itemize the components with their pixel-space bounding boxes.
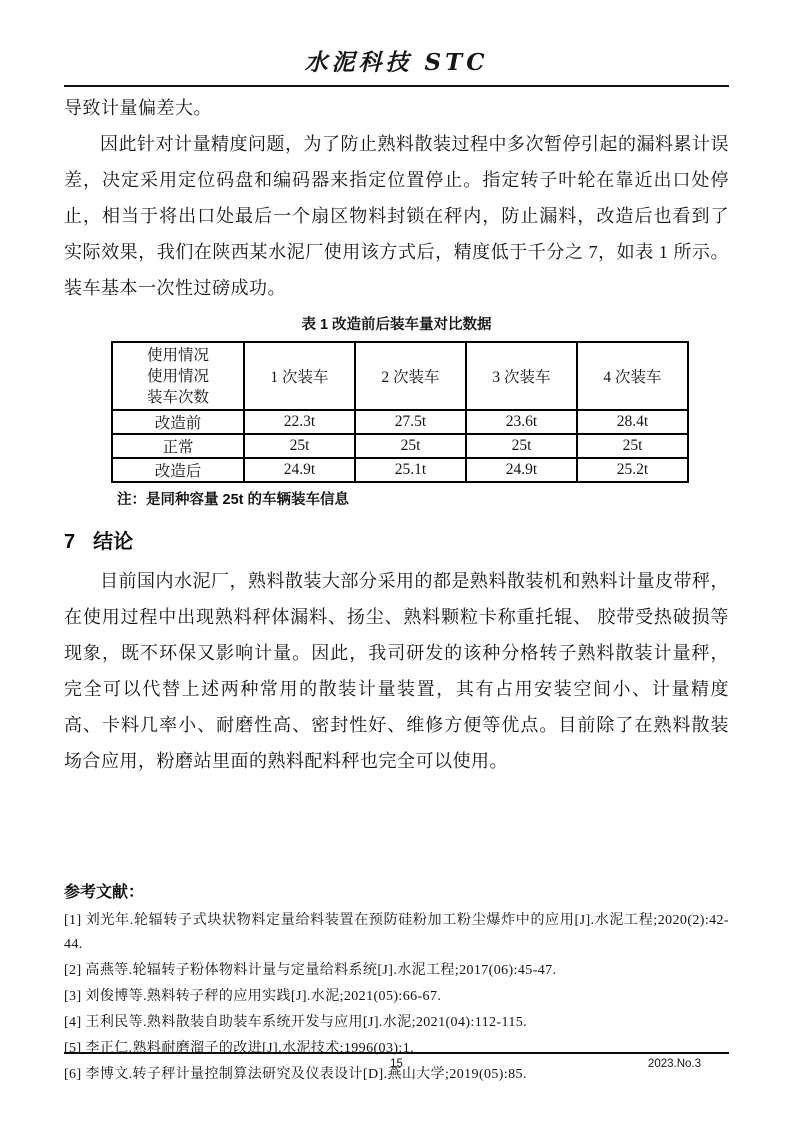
cell-normal-4: 25t <box>577 434 688 458</box>
corner-line-2: 使用情况 <box>146 367 209 385</box>
reference-item-2: [2] 高燕等.轮辐转子粉体物料计量与定量给料系统[J].水泥工程;2017(06):45-47. <box>64 963 557 978</box>
cell-after-3: 24.9t <box>466 458 577 482</box>
col-header-load-2: 2 次装车 <box>355 342 466 410</box>
col-header-load-1: 1 次装车 <box>244 342 355 410</box>
reference-item-1: [1] 刘光年.轮辐转子式块状物料定量给料装置在预防硅粉加工粉尘爆炸中的应用[J].水泥工程;2020(2):42-44. <box>64 913 729 952</box>
table-note: 注：是同种容量 25t 的车辆装车信息 <box>117 492 350 508</box>
cell-normal-3: 25t <box>466 434 577 458</box>
reference-item-3: [3] 刘俊博等.熟料转子秤的应用实践[J].水泥;2021(05):66-67. <box>64 989 442 1004</box>
issue-label: 2023.No.3 <box>647 1058 701 1070</box>
cell-after-1: 24.9t <box>244 458 355 482</box>
row-label-after: 改造后 <box>112 458 244 482</box>
cell-after-2: 25.1t <box>355 458 466 482</box>
table-header-row <box>112 342 688 410</box>
page-number: 15 <box>390 1058 403 1070</box>
cell-after-4: 25.2t <box>577 458 688 482</box>
cell-before-3: 23.6t <box>466 410 577 434</box>
comparison-table <box>111 341 689 483</box>
page-footer <box>64 1052 729 1074</box>
table-row-after <box>112 458 688 482</box>
cell-normal-2: 25t <box>355 434 466 458</box>
section-title: 结论 <box>93 531 134 553</box>
cell-normal-1: 25t <box>244 434 355 458</box>
cell-before-4: 28.4t <box>577 410 688 434</box>
row-label-normal: 正常 <box>112 434 244 458</box>
table-row-before <box>112 410 688 434</box>
section-heading-conclusion <box>64 525 729 554</box>
table-corner-cell <box>112 342 244 410</box>
col-header-load-3: 3 次装车 <box>466 342 577 410</box>
conclusion-paragraph: 目前国内水泥厂，熟料散装大部分采用的都是熟料散装机和熟料计量皮带秤，在使用过程中出现熟料秤体漏料、扬尘、熟料颗粒卡称重托辊、 胶带受热破损等现象，既不环保又影响计量。因此，我司研发的该种分格转子熟料散装计量秤，完全可以代替上述两种常用的散装计量装置，其有占用安装空间小、计量精度高、卡料几率小、耐磨性高、密封性好、维修方便等优点。目前除了在熟料散装场合应用，粉磨站里面的熟料配料秤也完全可以使用。 <box>64 571 729 771</box>
page-content <box>64 90 729 1089</box>
references-heading: 参考文献： <box>64 884 145 901</box>
table-row-normal <box>112 434 688 458</box>
journal-title: 水泥科技 STC <box>304 49 489 76</box>
cell-before-1: 22.3t <box>244 410 355 434</box>
section-number: 7 <box>64 531 76 553</box>
row-label-before: 改造前 <box>112 410 244 434</box>
col-header-load-4: 4 次装车 <box>577 342 688 410</box>
cell-before-2: 27.5t <box>355 410 466 434</box>
reference-item-4: [4] 王利民等.熟料散装自助装车系统开发与应用[J].水泥;2021(04):112-115. <box>64 1015 528 1030</box>
paragraph-carryover: 导致计量偏差大。 <box>64 98 212 118</box>
page-header <box>64 44 729 87</box>
corner-line-1: 使用情况 <box>146 346 209 364</box>
table-caption: 表 1 改造前后装车量对比数据 <box>301 317 492 333</box>
paragraph-main: 因此针对计量精度问题，为了防止熟料散装过程中多次暂停引起的漏料累计误差，决定采用定位码盘和编码器来指定位置停止。指定转子叶轮在靠近出口处停止，相当于将出口处最后一个扇区物料封锁在秤内，防止漏料，改造后也看到了实际效果，我们在陕西某水泥厂使用该方式后，精度低于千分之 7，如表 1 所示。装车基本一次性过磅成功。 <box>64 134 729 298</box>
corner-line-3: 装车次数 <box>146 388 209 406</box>
reference-item-6: [6] 李博文.转子秤计量控制算法研究及仪表设计[D].燕山大学;2019(05):85. <box>64 1067 527 1082</box>
reference-item-5: [5] 李正仁.熟料耐磨溜子的改进[J].水泥技术;1996(03):1. <box>64 1041 414 1056</box>
